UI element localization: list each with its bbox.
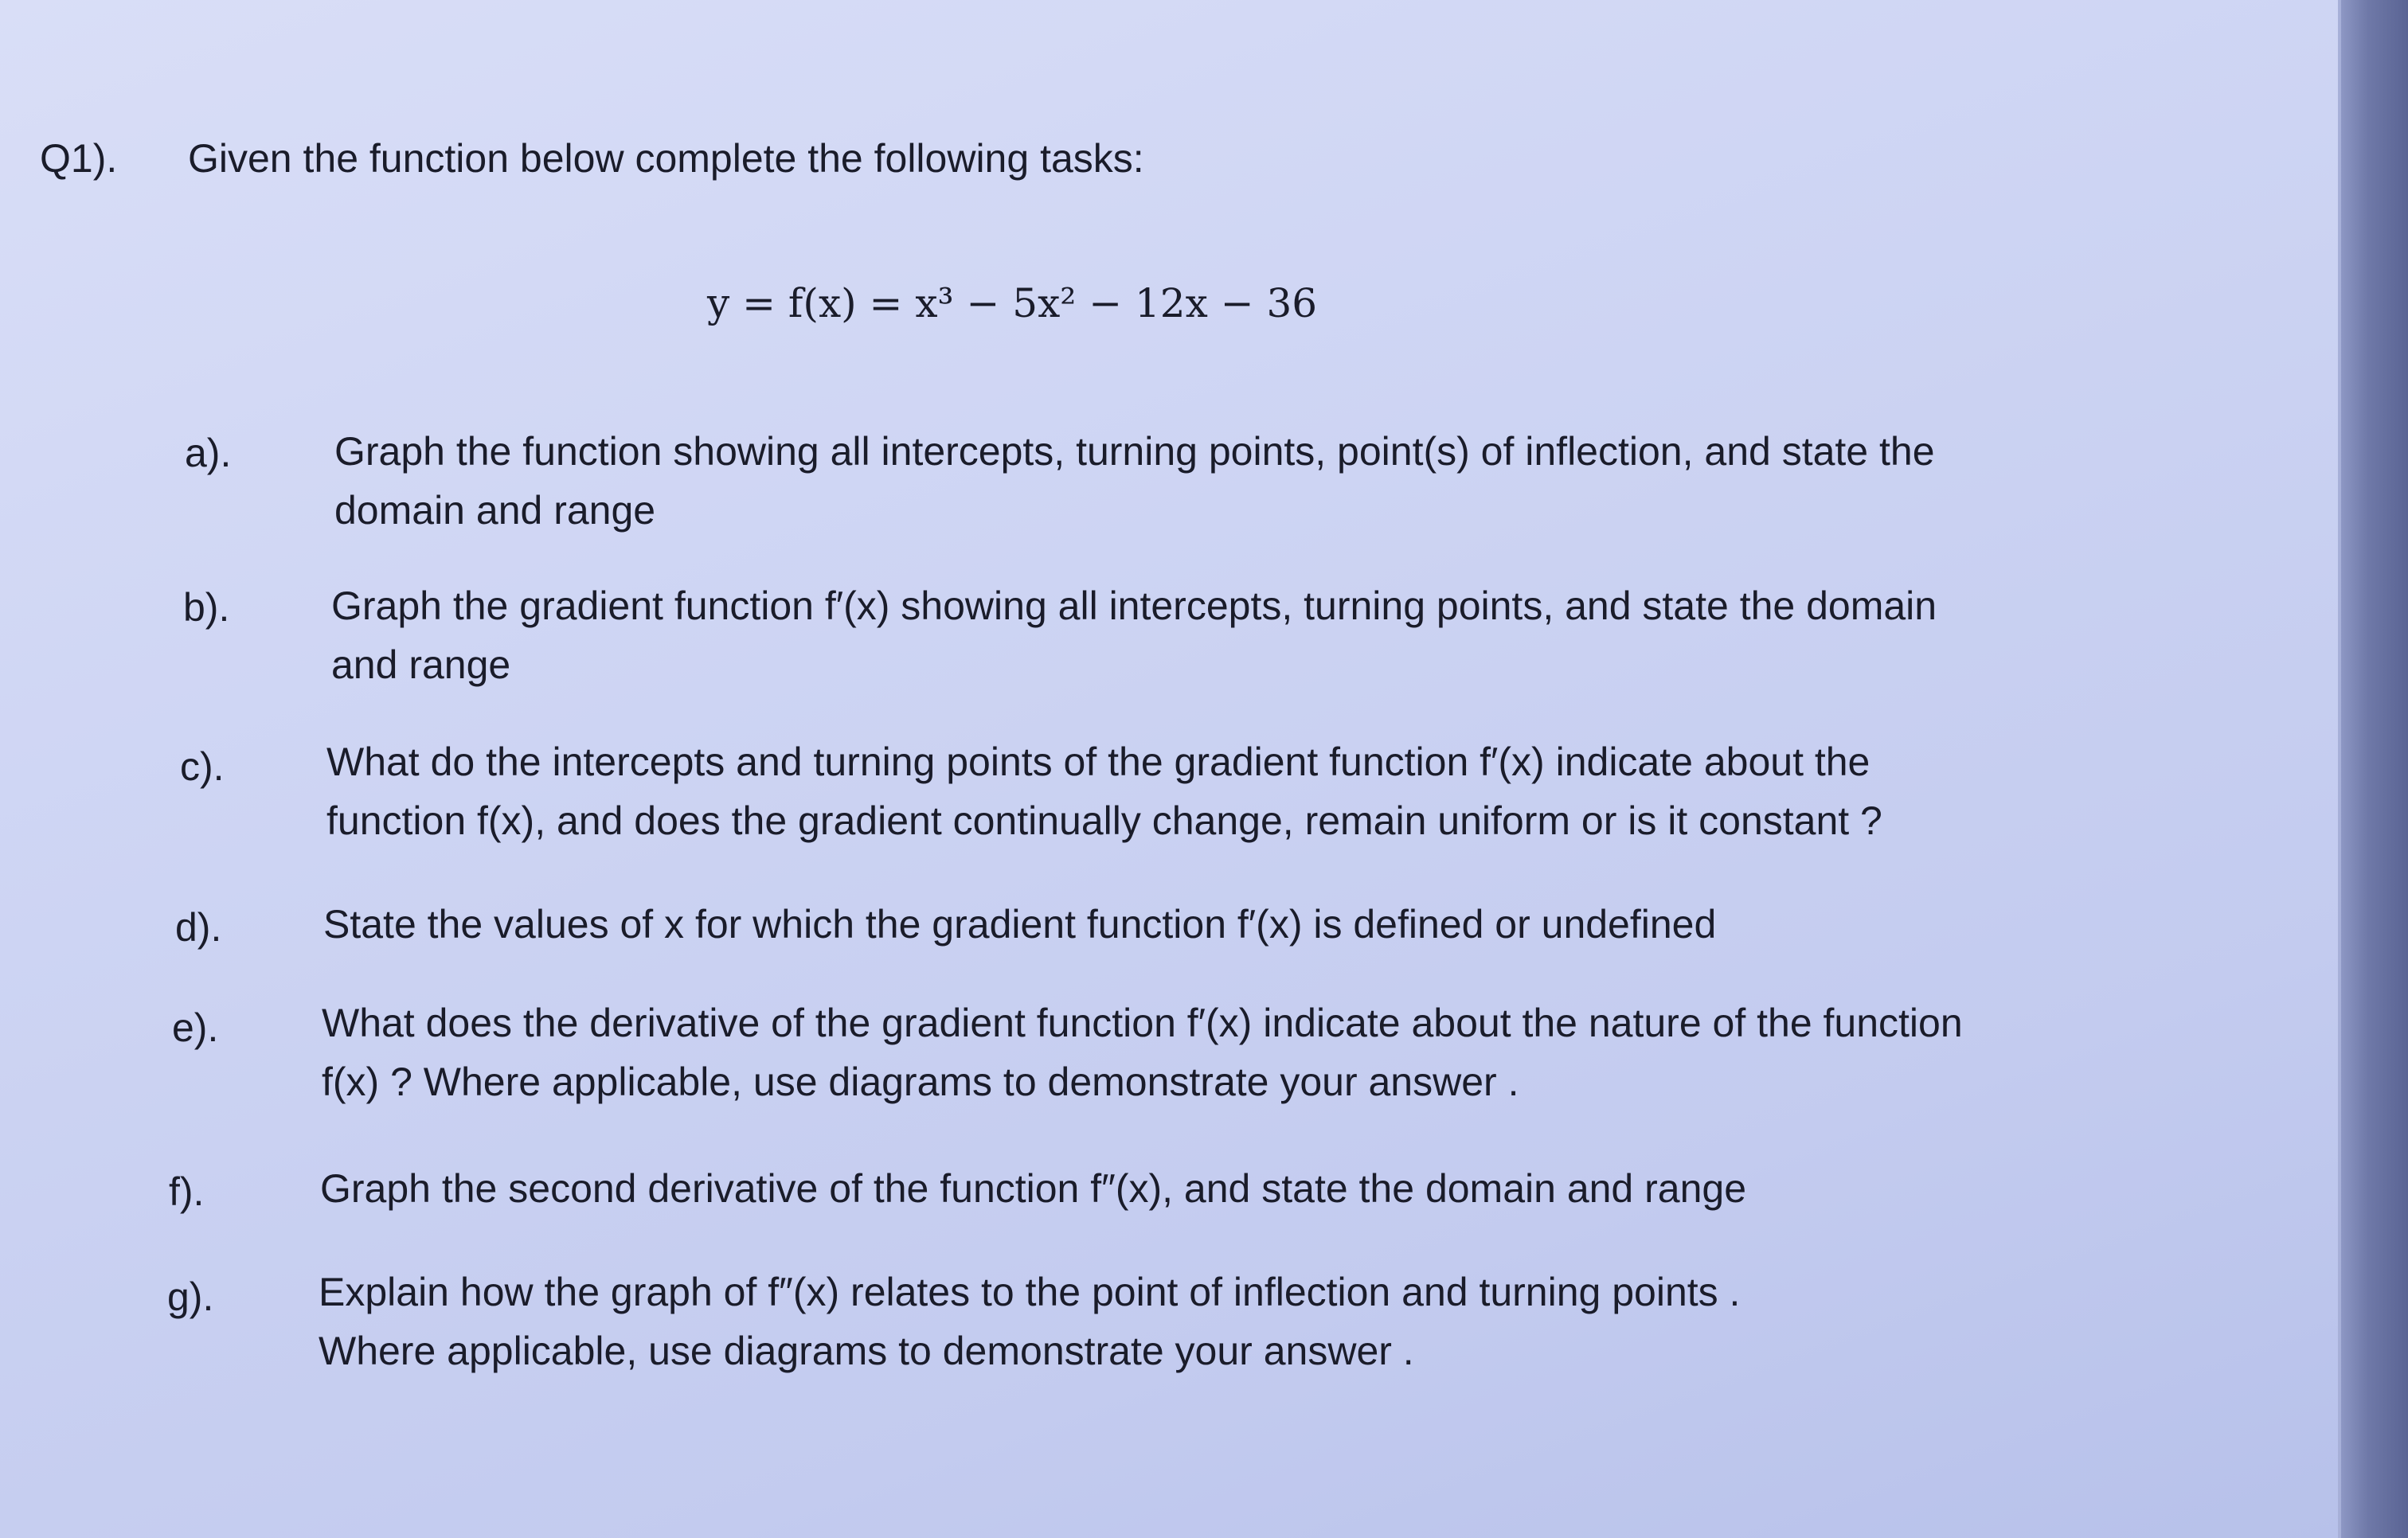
- part-d-text: [323, 895, 1716, 954]
- question-prompt: Given the function below complete the following tasks:: [188, 136, 1144, 181]
- part-e-label: e).: [172, 1005, 219, 1050]
- page-edge-shadow: [2341, 0, 2408, 1538]
- part-f-label: f).: [169, 1169, 205, 1214]
- part-c-text: [326, 732, 1882, 850]
- part-f-line-1: Graph the second derivative of the function f″(x), and state the domain and range: [320, 1166, 1747, 1211]
- part-g-line-2: Where applicable, use diagrams to demonstrate your answer .: [319, 1329, 1414, 1373]
- part-c-line-1: What do the intercepts and turning points of the gradient function f′(x) indicate about the: [326, 740, 1870, 784]
- part-d-label: d).: [175, 905, 222, 950]
- part-e-line-1: What does the derivative of the gradient function f′(x) indicate about the nature of the function: [322, 1001, 1963, 1045]
- part-a-label: a).: [185, 431, 232, 475]
- part-a-line-2: domain and range: [334, 488, 656, 533]
- part-b-label: b).: [183, 585, 230, 630]
- part-c-label: c).: [180, 744, 225, 789]
- part-e-text: [322, 993, 1963, 1111]
- question-number: Q1).: [40, 136, 118, 181]
- part-c-line-2: function f(x), and does the gradient continually change, remain uniform or is it constant ?: [326, 798, 1882, 843]
- part-d-line-1: State the values of x for which the gradient function f′(x) is defined or undefined: [323, 902, 1717, 947]
- part-g-line-1: Explain how the graph of f″(x) relates to the point of inflection and turning points .: [319, 1270, 1741, 1314]
- part-a-text: [334, 422, 1935, 540]
- part-b-line-1: Graph the gradient function f′(x) showing all intercepts, turning points, and state the domain: [331, 584, 1937, 628]
- part-b-line-2: and range: [331, 642, 511, 687]
- part-a-line-1: Graph the function showing all intercepts, turning points, point(s) of inflection, and state the: [334, 429, 1935, 474]
- part-g-label: g).: [167, 1275, 214, 1319]
- function-equation: y = f(x) = x³ − 5x² − 12x − 36: [707, 280, 1318, 326]
- part-g-text: [319, 1263, 1740, 1380]
- part-f-text: [320, 1159, 1746, 1218]
- part-e-line-2: f(x) ? Where applicable, use diagrams to demonstrate your answer .: [322, 1060, 1519, 1104]
- part-b-text: [331, 576, 1937, 694]
